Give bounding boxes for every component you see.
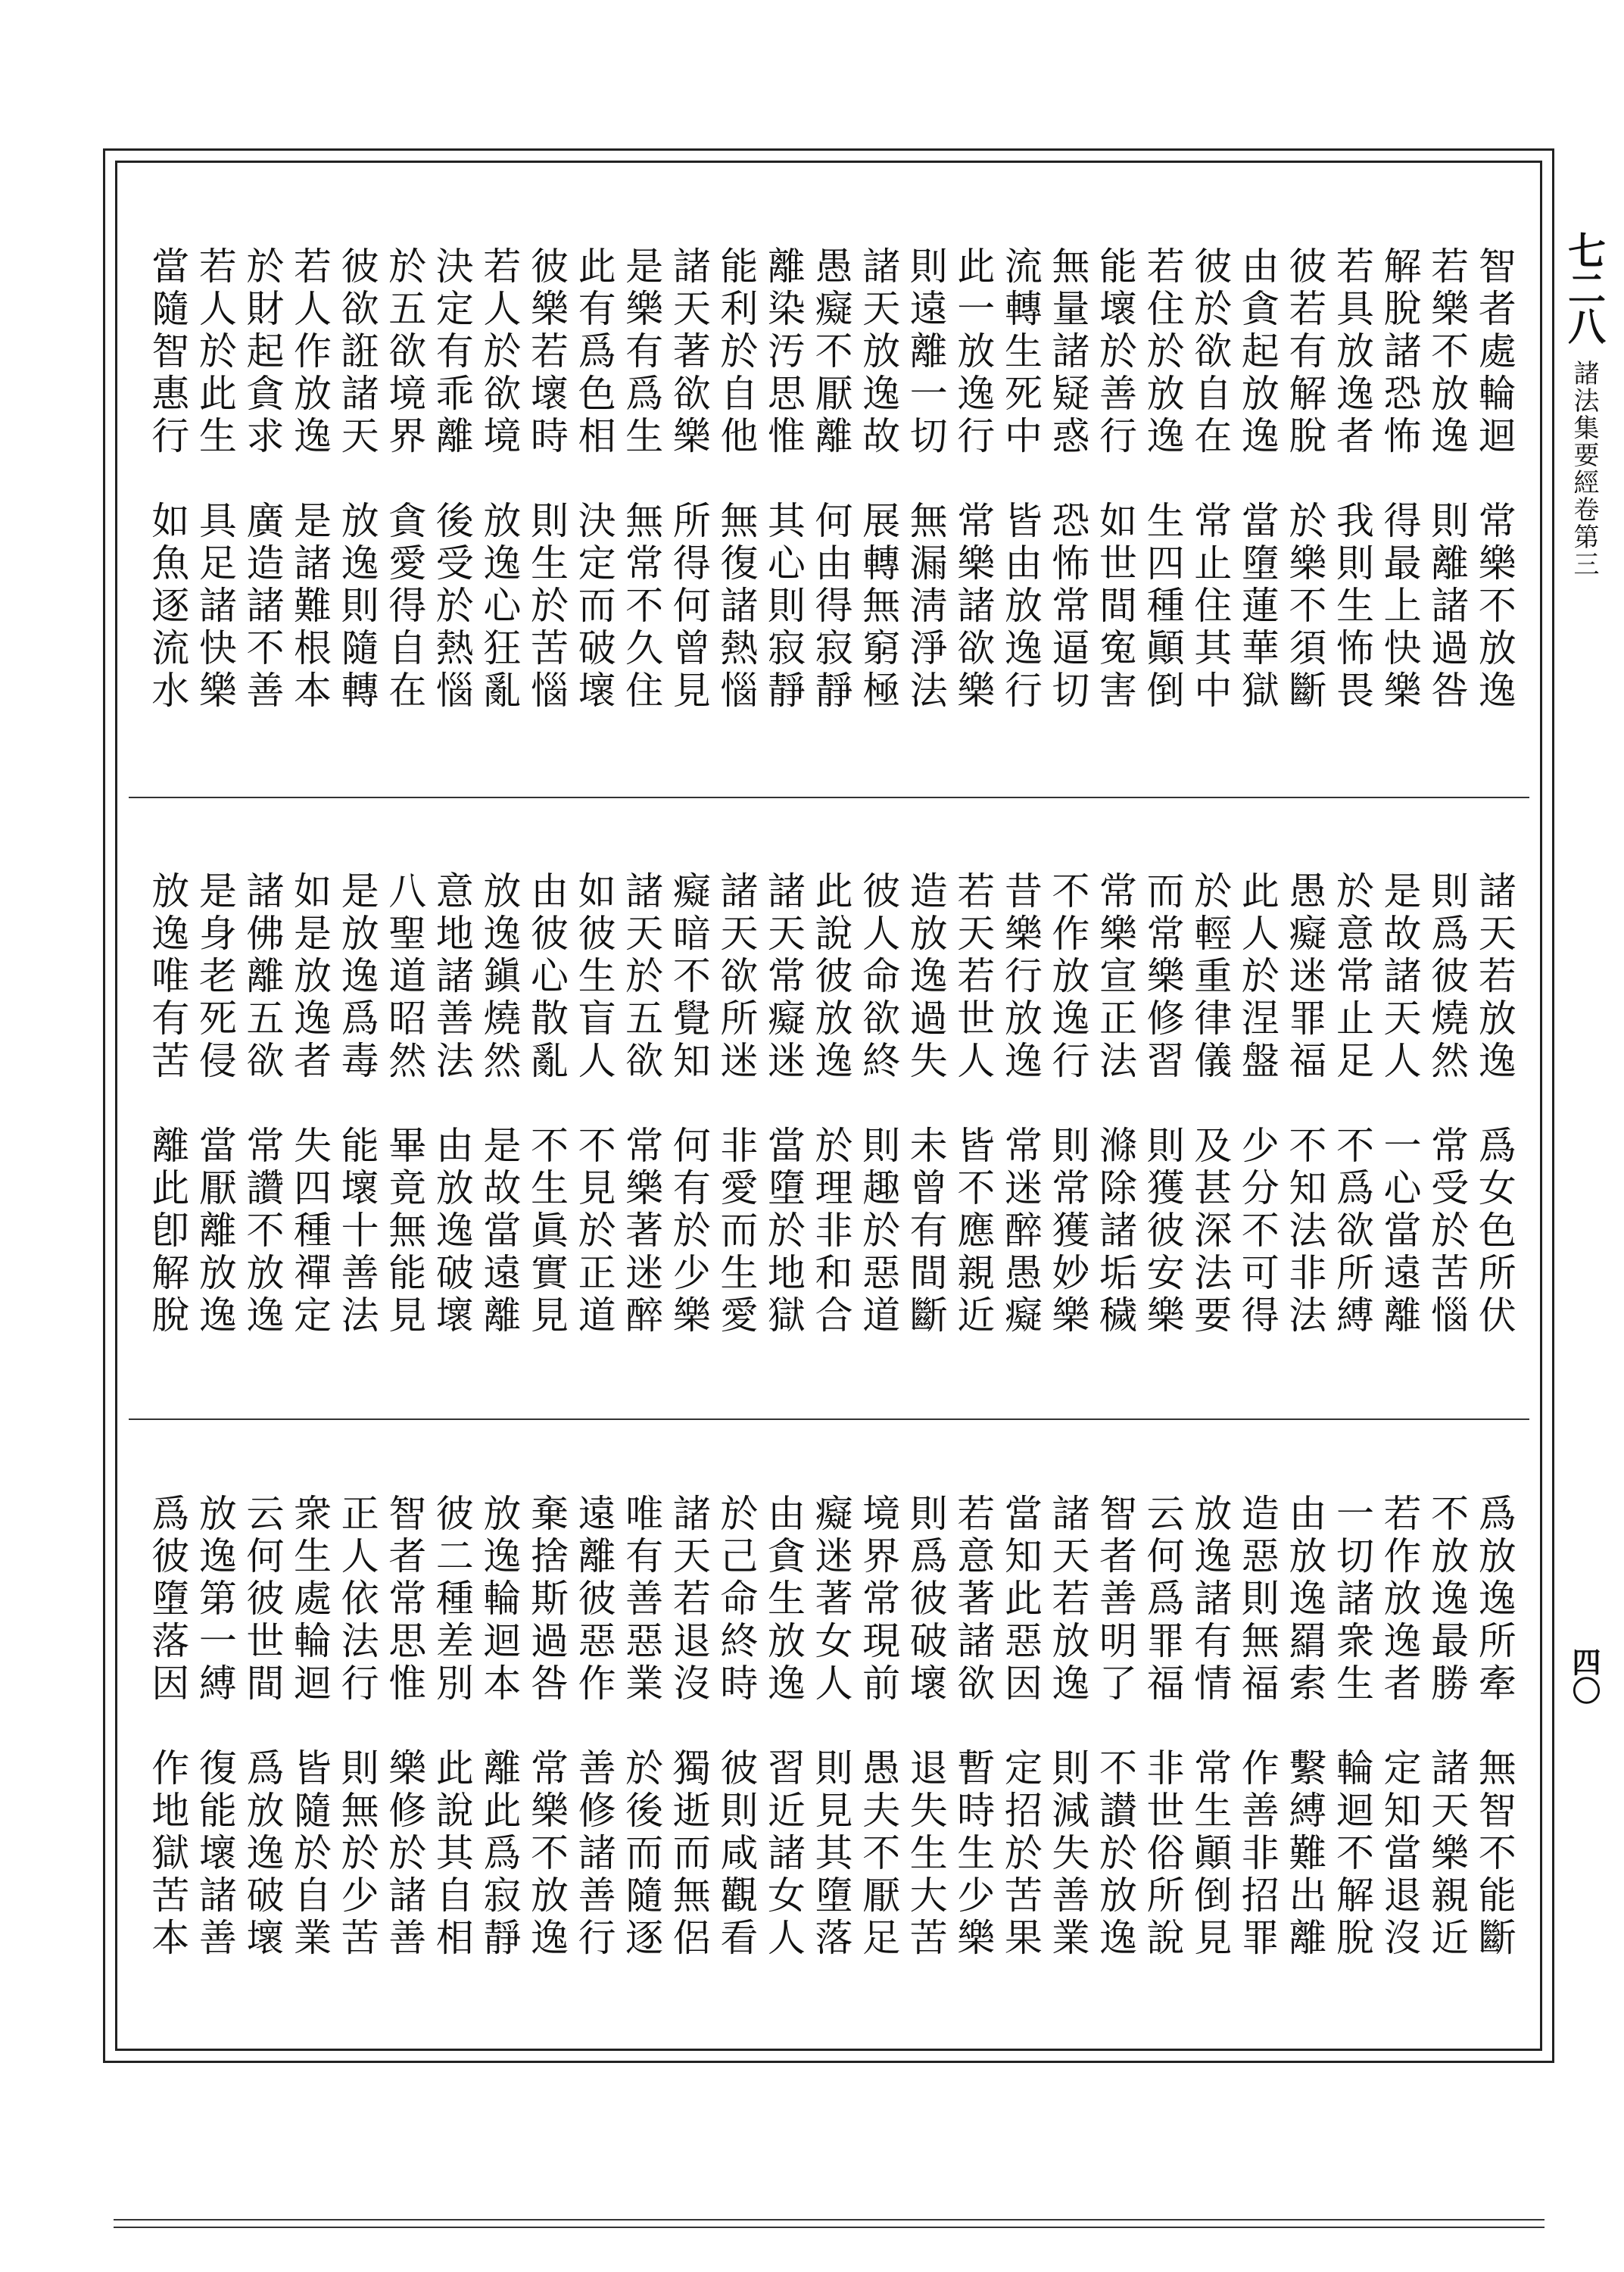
verse-column: 愚癡不厭離 何由得寂靜 [809,246,853,713]
verse-column: 由彼心散亂 不生眞實見 [524,871,569,1337]
verse-column: 造放逸過失 未曾有間斷 [903,871,948,1337]
verse-column: 八聖道昭然 畢竟無能見 [382,871,427,1337]
verse-column: 是放逸爲毒 能壞十善法 [335,871,379,1337]
verse-column: 放逸輪迴本 離此爲寂靜 [477,1493,522,1960]
verse-column: 諸佛離五欲 常讚不放逸 [240,871,285,1337]
verse-column: 若天若世人 皆不應親近 [951,871,996,1337]
verse-column: 遠離彼惡作 善修諸善行 [572,1493,616,1960]
verse-column: 愚癡迷罪福 不知法非法 [1283,871,1327,1337]
bottom-rule [114,2227,1545,2228]
verse-column: 當隨智惠行 如魚逐流水 [145,246,190,713]
verse-column: 於財起貪求 廣造諸不善 [240,246,285,713]
verse-column: 由貪起放逸 當墮蓮華獄 [1235,246,1280,713]
verse-column: 於意常止足 不爲欲所縛 [1329,871,1374,1337]
verse-column: 流轉生死中 皆由放逸行 [998,246,1043,713]
verse-column: 癡暗不覺知 何有於少樂 [666,871,711,1337]
verse-column: 若人於此生 具足諸快樂 [192,246,237,713]
verse-column: 正人依法行 則無於少苦 [335,1493,379,1960]
verse-column: 此一放逸行 常樂諸欲樂 [951,246,996,713]
verse-column: 而常樂修習 則獲彼安樂 [1140,871,1185,1337]
verse-column: 不作放逸行 則常獲妙樂 [1046,871,1090,1337]
verse-section-1 [144,246,1518,776]
verse-column: 昔樂行放逸 常迷醉愚癡 [998,871,1043,1337]
verse-column: 彼欲誑諸天 放逸則隨轉 [335,246,379,713]
verse-column: 一切諸衆生 輪迴不解脫 [1329,1493,1374,1960]
verse-column: 是身老死侵 當厭離放逸 [192,871,237,1337]
verse-column: 是故諸天人 一心當遠離 [1377,871,1422,1337]
verse-column: 若作放逸者 定知當退沒 [1377,1493,1422,1960]
verse-column: 如彼生盲人 不見於正道 [572,871,616,1337]
verse-column: 棄捨斯過咎 常樂不放逸 [524,1493,569,1960]
verse-column: 彼於欲自在 常止住其中 [1188,246,1233,713]
verse-column: 意地諸善法 由放逸破壞 [429,871,474,1337]
verse-column: 諸天著欲樂 所得何曾見 [666,246,711,713]
verse-column: 若人作放逸 是諸難根本 [288,246,332,713]
verse-column: 由放逸羂索 繫縛難出離 [1283,1493,1327,1960]
page-number: 四〇 [1567,1647,1601,1705]
verse-column: 當知此惡因 定招於苦果 [998,1493,1043,1960]
verse-column: 放逸諸有情 常生顚倒見 [1188,1493,1233,1960]
verse-column: 此人於涅盤 少分不可得 [1235,871,1280,1337]
verse-column: 於五欲境界 貪愛得自在 [382,246,427,713]
verse-column: 放逸第一縛 復能壞諸善 [192,1493,237,1960]
verse-column: 由貪生放逸 習近諸女人 [761,1493,806,1960]
volume-number: 七二八 [1562,231,1607,345]
verse-column: 彼樂若壞時 則生於苦惱 [524,246,569,713]
verse-column: 智者常思惟 樂修於諸善 [382,1493,427,1960]
running-header [1561,231,1607,578]
verse-column: 造惡則無福 作善非招罪 [1235,1493,1280,1960]
verse-column: 境界常現前 愚夫不厭足 [856,1493,901,1960]
verse-column: 放逸鎭燒然 是故當遠離 [477,871,522,1337]
verse-column: 云何爲罪福 非世俗所說 [1140,1493,1185,1960]
verse-column: 癡迷著女人 則見其墮落 [809,1493,853,1960]
verse-column: 解脫諸恐怖 得最上快樂 [1377,246,1422,713]
verse-column: 若具放逸者 我則生怖畏 [1329,246,1374,713]
verse-column: 放逸唯有苦 離此卽解脫 [145,871,190,1337]
verse-column: 智者處輪迴 常樂不放逸 [1472,246,1516,713]
verse-column: 彼人命欲終 則趣於惡道 [856,871,901,1337]
verse-column: 諸天常癡迷 當墮於地獄 [761,871,806,1337]
verse-column: 若住於放逸 生四種顚倒 [1140,246,1185,713]
verse-column: 不放逸最勝 諸天樂親近 [1425,1493,1470,1960]
sutra-title: 諸法集要經卷第三 [1569,360,1599,578]
bottom-rule [114,2219,1545,2221]
verse-column: 能利於自他 無復諸熱惱 [714,246,759,713]
verse-column: 諸天放逸故 展轉無窮極 [856,246,901,713]
verse-column: 無量諸疑惑 恐怖常逼切 [1046,246,1090,713]
verse-column: 諸天若放逸 爲女色所伏 [1472,871,1516,1337]
verse-column: 常樂宣正法 滌除諸垢穢 [1093,871,1138,1337]
verse-column: 則遠離一切 無漏淸淨法 [903,246,948,713]
verse-column: 離染汚思惟 其心則寂靜 [761,246,806,713]
verse-column: 彼二種差別 此說其自相 [429,1493,474,1960]
verse-column: 如是放逸者 失四種禪定 [288,871,332,1337]
verse-column: 能壞於善行 如世間寃害 [1093,246,1138,713]
verse-section-2 [144,871,1518,1401]
verse-column: 智者善明了 不讃於放逸 [1093,1493,1138,1960]
verse-column: 諸天於五欲 常樂著迷醉 [619,871,664,1337]
verse-column: 於己命終時 彼則咸觀看 [714,1493,759,1960]
verse-column: 諸天若放逸 則減失善業 [1046,1493,1090,1960]
verse-column: 決定有乖離 後受於熱惱 [429,246,474,713]
section-divider [129,1418,1529,1420]
verse-column: 若意著諸欲 暫時生少樂 [951,1493,996,1960]
verse-column: 衆生處輪迴 皆隨於自業 [288,1493,332,1960]
verse-column: 云何彼世間 爲放逸破壞 [240,1493,285,1960]
verse-column: 若人於欲境 放逸心狂亂 [477,246,522,713]
verse-column: 若樂不放逸 則離諸過咎 [1425,246,1470,713]
verse-column: 爲彼墮落因 作地獄苦本 [145,1493,190,1960]
verse-column: 爲放逸所牽 無智不能斷 [1472,1493,1516,1960]
verse-column: 彼若有解脫 於樂不須斷 [1283,246,1327,713]
verse-column: 此說彼放逸 於理非和合 [809,871,853,1337]
verse-column: 則爲彼破壞 退失生大苦 [903,1493,948,1960]
verse-section-3 [144,1493,1518,2024]
verse-column: 此有爲色相 決定而破壞 [572,246,616,713]
section-divider [129,797,1529,798]
verse-column: 於輕重律儀 及甚深法要 [1188,871,1233,1337]
verse-column: 是樂有爲生 無常不久住 [619,246,664,713]
verse-column: 諸天若退沒 獨逝而無侶 [666,1493,711,1960]
verse-column: 則爲彼燒然 常受於苦惱 [1425,871,1470,1337]
verse-column: 諸天欲所迷 非愛而生愛 [714,871,759,1337]
verse-column: 唯有善惡業 於後而隨逐 [619,1493,664,1960]
